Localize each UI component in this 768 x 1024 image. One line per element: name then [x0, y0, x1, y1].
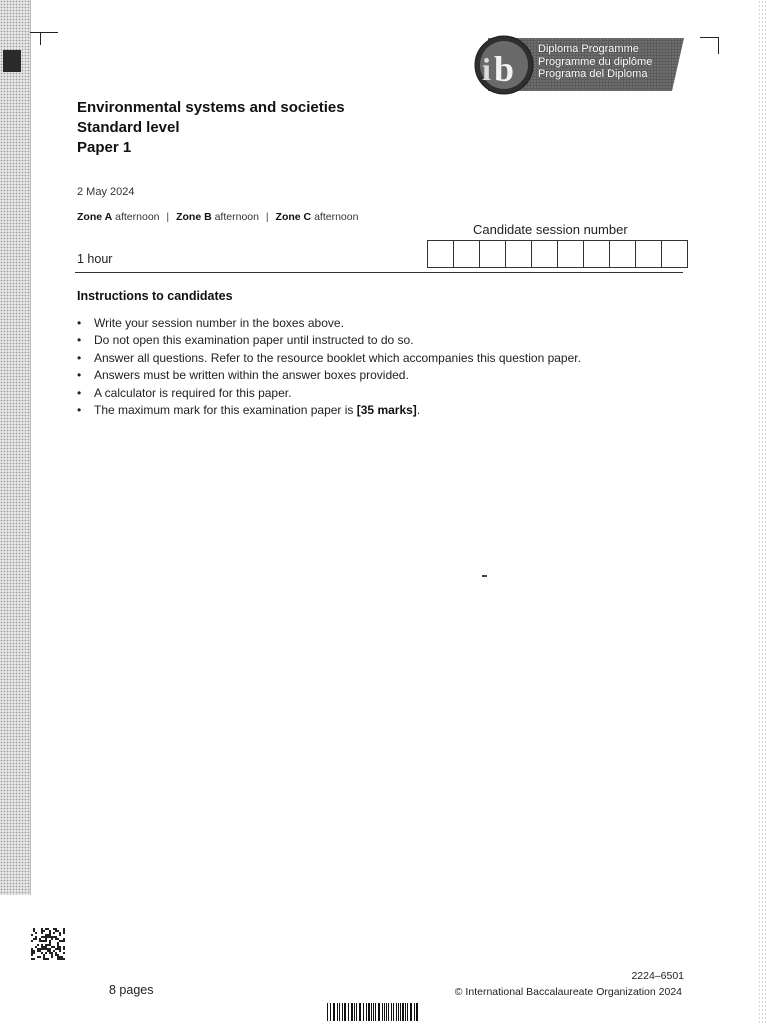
candidate-session-number-boxes — [428, 240, 688, 268]
session-number-box — [557, 240, 584, 268]
instruction-text: The maximum mark for this examination paper is — [94, 403, 357, 418]
bullet-icon: • — [77, 316, 82, 330]
exam-duration: 1 hour — [77, 252, 113, 266]
zone-b-label: Zone B — [176, 211, 212, 223]
zone-b-session: afternoon — [214, 211, 259, 223]
instruction-text-end: . — [416, 403, 421, 418]
ib-programme-names — [538, 43, 678, 81]
session-number-box — [427, 240, 454, 268]
instruction-text: Answers must be written within the answer boxes provided. — [94, 368, 409, 383]
instruction-text: A calculator is required for this paper. — [94, 385, 292, 400]
exam-subject: Environmental systems and societies — [77, 99, 345, 116]
paper-code: 2224–6501 — [631, 970, 684, 982]
programme-name-es: Programa del Diploma — [538, 68, 648, 80]
bullet-icon: • — [77, 403, 82, 418]
bullet-icon: • — [77, 385, 82, 400]
candidate-session-number-label: Candidate session number — [473, 222, 628, 237]
session-number-box — [609, 240, 636, 268]
exam-zones — [77, 211, 358, 223]
zone-c-label: Zone C — [275, 211, 312, 223]
copyright-notice: © International Baccalaureate Organization 2024 — [454, 986, 682, 998]
session-number-box — [505, 240, 532, 268]
zone-c-session: afternoon — [314, 211, 359, 223]
session-number-box — [583, 240, 610, 268]
exam-date: 2 May 2024 — [77, 186, 135, 198]
svg-text:i: i — [482, 51, 491, 87]
barcode-icon — [327, 1003, 421, 1021]
programme-name-en: Diploma Programme — [538, 43, 639, 55]
zone-separator: | — [166, 211, 170, 223]
instruction-item — [77, 367, 581, 384]
session-number-box — [635, 240, 662, 268]
zone-a-session: afternoon — [115, 211, 160, 223]
max-marks: [35 marks] — [356, 403, 417, 418]
svg-text:b: b — [494, 49, 515, 89]
session-number-box — [453, 240, 480, 268]
zone-separator: | — [265, 211, 269, 223]
qr-code-icon — [31, 928, 65, 960]
exam-level: Standard level — [77, 119, 180, 136]
exam-paper: Paper 1 — [77, 139, 132, 156]
ib-logo-banner — [468, 35, 686, 95]
session-number-box — [661, 240, 688, 268]
bullet-icon: • — [77, 368, 82, 383]
scan-margin-strip — [0, 0, 31, 895]
scan-marker-block — [3, 50, 21, 72]
scan-speck — [482, 575, 487, 577]
page-count: 8 pages — [109, 983, 154, 997]
instruction-text: Do not open this examination paper until instructed to do so. — [94, 333, 414, 348]
exam-title-block — [77, 98, 345, 158]
instruction-item — [77, 350, 581, 367]
header-divider — [75, 272, 683, 273]
instructions-list — [77, 315, 581, 419]
instruction-item — [77, 332, 581, 349]
session-number-box — [531, 240, 558, 268]
corner-mark-top-right — [700, 37, 719, 54]
instruction-text: Answer all questions. Refer to the resource booklet which accompanies this question paper. — [94, 350, 581, 365]
programme-name-fr: Programme du diplôme — [538, 55, 653, 68]
instruction-item — [77, 385, 581, 402]
session-number-box — [479, 240, 506, 268]
instruction-item — [77, 315, 581, 332]
instruction-text: Write your session number in the boxes above. — [94, 316, 344, 330]
bullet-icon: • — [77, 350, 82, 365]
instructions-heading: Instructions to candidates — [77, 289, 233, 303]
bullet-icon: • — [77, 333, 82, 348]
instruction-item — [77, 402, 581, 419]
zone-a-label: Zone A — [77, 211, 113, 223]
registration-mark-top-left — [30, 32, 58, 45]
scan-right-edge — [758, 0, 768, 1024]
